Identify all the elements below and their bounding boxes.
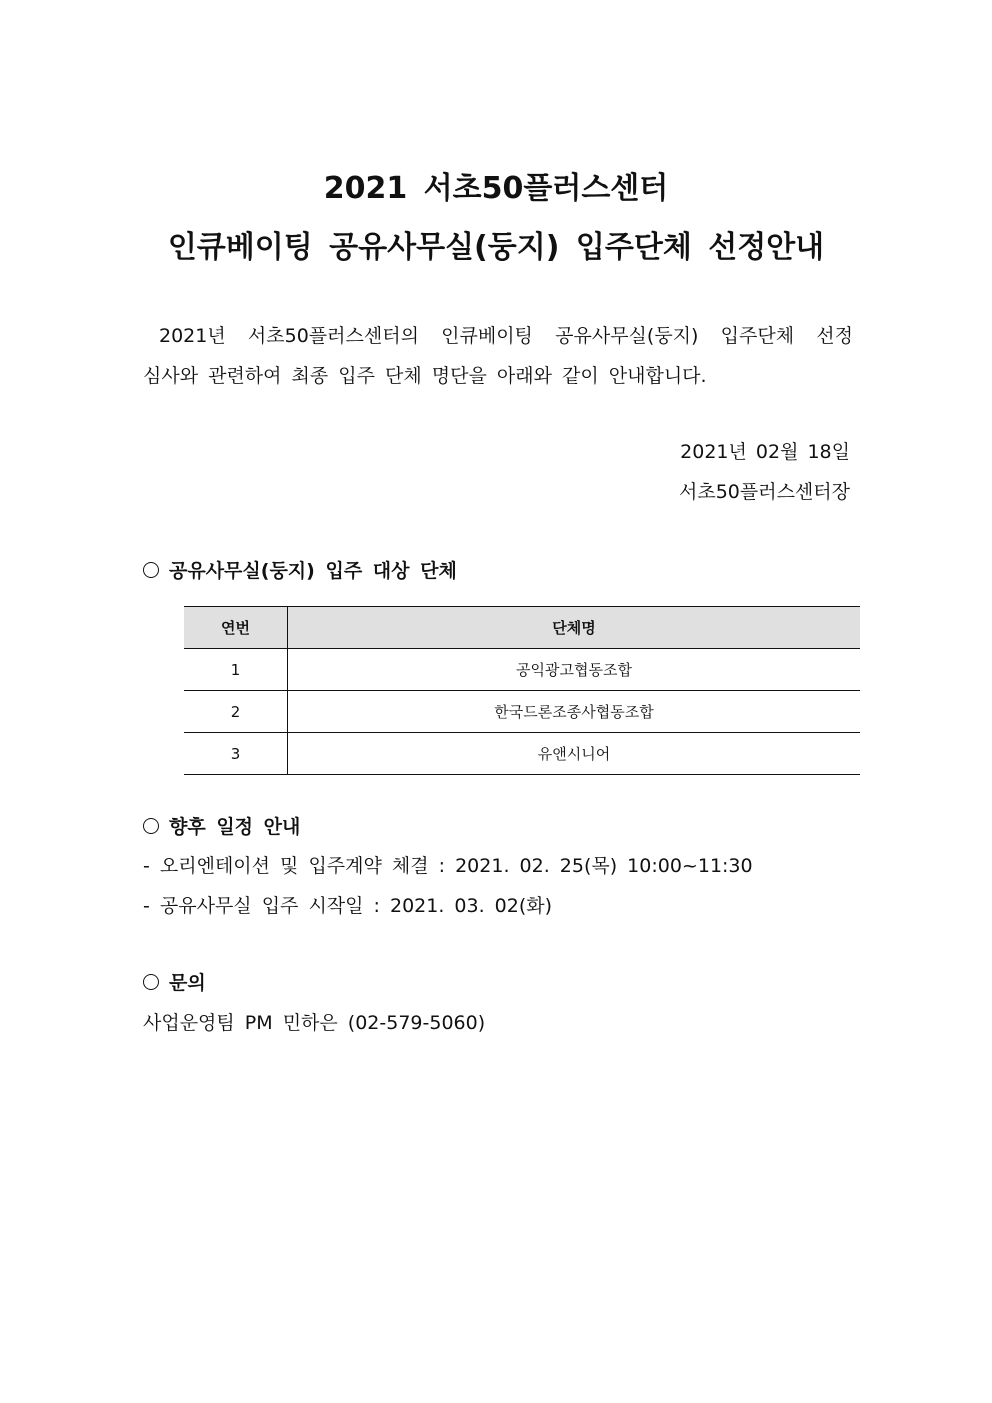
cell-number: 3 [184,733,288,775]
cell-org-name: 공익광고협동조합 [288,649,861,691]
schedule-item-move-in: - 공유사무실 입주 시작일 : 2021. 03. 02(화) [143,895,553,917]
section-heading-inquiry [143,968,206,995]
table-header-row [184,607,860,649]
tenant-table [184,606,860,775]
cell-number: 1 [184,649,288,691]
circle-bullet-icon [143,974,159,990]
section-heading-schedule [143,812,300,839]
document-title-line1: 2021 서초50플러스센터 [323,171,669,206]
circle-bullet-icon [143,562,159,578]
contact-info: 사업운영팀 PM 민하은 (02-579-5060) [143,1012,486,1034]
column-header-number: 연번 [184,607,288,649]
intro-paragraph [143,316,853,396]
cell-org-name: 한국드론조종사협동조합 [288,691,861,733]
section-heading-text: 문의 [169,972,206,994]
schedule-item-orientation: - 오리엔테이션 및 입주계약 체결 : 2021. 02. 25(목) 10:00~11:30 [143,855,753,877]
document-title-line2: 인큐베이팅 공유사무실(둥지) 입주단체 선정안내 [167,230,825,265]
section-heading-text: 향후 일정 안내 [169,816,301,838]
table-row [184,691,860,733]
issue-date: 2021년 02월 18일 [680,441,850,463]
signature: 서초50플러스센터장 [678,481,850,503]
column-header-org-name: 단체명 [288,607,861,649]
table-row [184,649,860,691]
section-heading-tenants [143,556,457,583]
cell-number: 2 [184,691,288,733]
table-row [184,733,860,775]
intro-line2: 심사와 관련하여 최종 입주 단체 명단을 아래와 같이 안내합니다. [143,365,707,387]
section-heading-text: 공유사무실(둥지) 입주 대상 단체 [169,560,457,582]
circle-bullet-icon [143,818,159,834]
intro-line1: 2021년 서초50플러스센터의 인큐베이팅 공유사무실(둥지) 입주단체 선정 [159,325,853,347]
cell-org-name: 유앤시니어 [288,733,861,775]
